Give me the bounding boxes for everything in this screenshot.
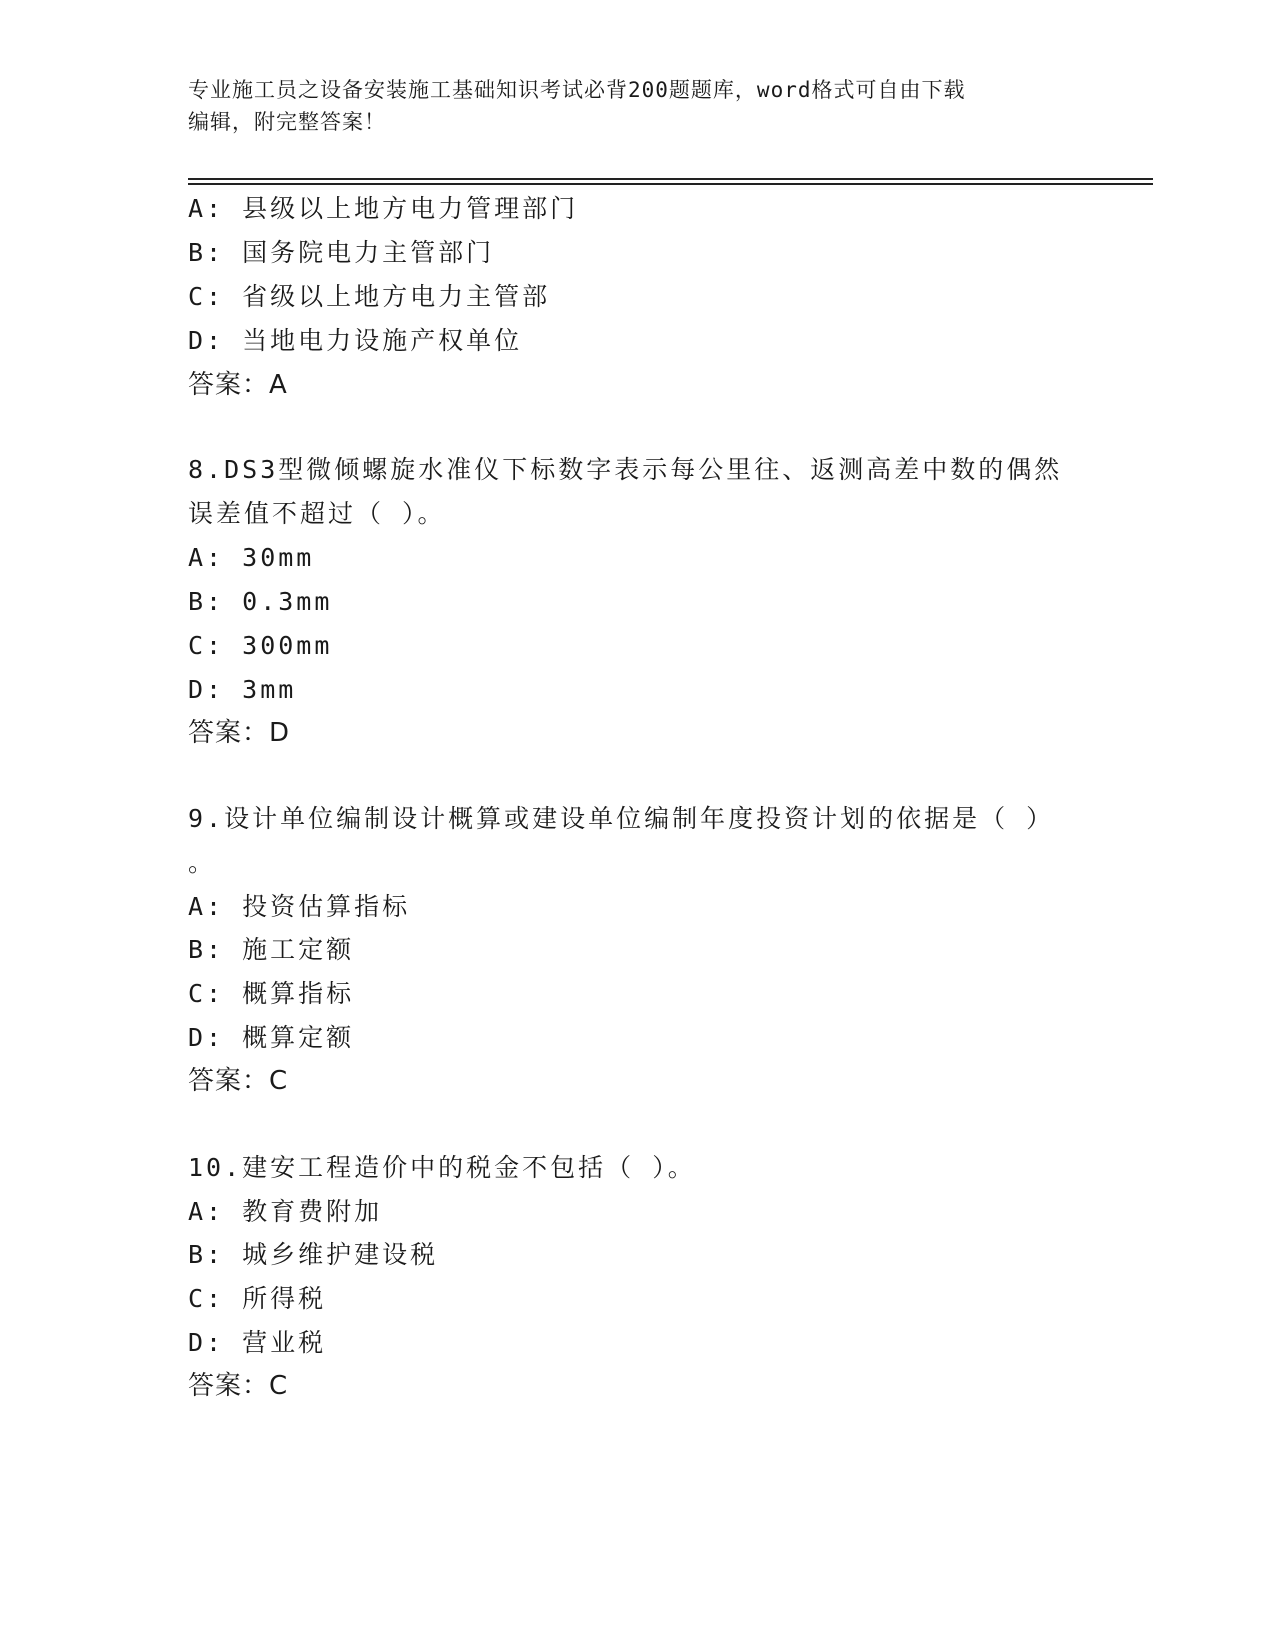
q8-option-c: C: 300mm <box>188 631 333 660</box>
q8-answer: 答案：D <box>188 718 291 748</box>
q9-answer: 答案：C <box>188 1066 289 1096</box>
header-rule-top <box>188 178 1153 180</box>
q9-stem-line-2: 。 <box>188 848 217 877</box>
header-title-line-1: 专业施工员之设备安装施工基础知识考试必背200题题库，word格式可自由下载 <box>188 78 966 102</box>
q8-option-d: D: 3mm <box>188 675 297 704</box>
q9-option-b: B: 施工定额 <box>188 935 355 964</box>
q9-stem-line-1: 9.设计单位编制设计概算或建设单位编制年度投资计划的依据是（ ） <box>188 804 1055 833</box>
q7-answer: 答案：A <box>188 370 288 400</box>
q7-option-c: C: 省级以上地方电力主管部 <box>188 282 551 311</box>
q8-option-b: B: 0.3mm <box>188 587 333 616</box>
q10-option-b: B: 城乡维护建设税 <box>188 1240 439 1269</box>
q10-option-a: A: 教育费附加 <box>188 1197 383 1226</box>
header-rule-bottom <box>188 183 1153 185</box>
q9-option-a: A: 投资估算指标 <box>188 892 411 921</box>
q9-option-c: C: 概算指标 <box>188 979 355 1008</box>
q10-answer: 答案：C <box>188 1371 289 1401</box>
q8-stem-line-1: 8.DS3型微倾螺旋水准仪下标数字表示每公里往、返测高差中数的偶然 <box>188 455 1063 484</box>
q8-stem-line-2: 误差值不超过（ ）。 <box>188 499 446 528</box>
q8-option-a: A: 30mm <box>188 543 315 572</box>
document-header <box>188 74 1068 138</box>
q7-option-d: D: 当地电力设施产权单位 <box>188 326 523 355</box>
q10-option-d: D: 营业税 <box>188 1328 327 1357</box>
q10-option-c: C: 所得税 <box>188 1284 327 1313</box>
q9-option-d: D: 概算定额 <box>188 1023 355 1052</box>
q7-option-b: B: 国务院电力主管部门 <box>188 238 495 267</box>
header-title-line-2: 编辑，附完整答案！ <box>188 110 386 134</box>
q10-stem-line-1: 10.建安工程造价中的税金不包括（ ）。 <box>188 1153 696 1182</box>
q7-option-a: A: 县级以上地方电力管理部门 <box>188 194 579 223</box>
